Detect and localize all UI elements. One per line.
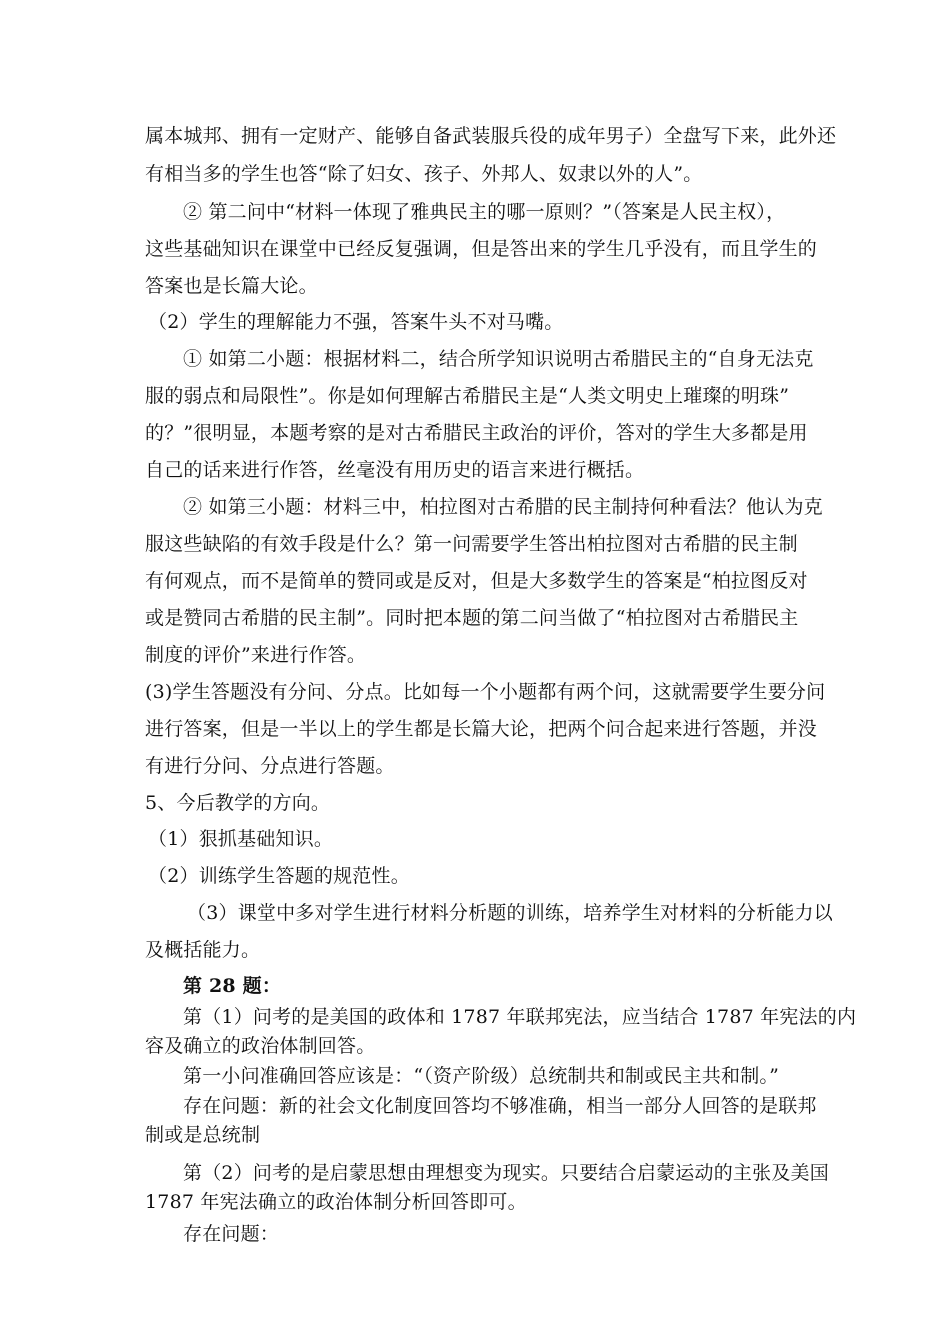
text-line: 容及确立的政治体制回答。 bbox=[145, 1035, 376, 1057]
text-line: ② 如第三小题：材料三中，柏拉图对古希腊的民主制持何种看法？他认为克 bbox=[183, 496, 823, 518]
text-line: （2）训练学生答题的规范性。 bbox=[148, 865, 410, 887]
text-line: 存在问题：新的社会文化制度回答均不够准确，相当一部分人回答的是联邦 bbox=[183, 1095, 817, 1117]
text-line: 服的弱点和局限性”。你是如何理解古希腊民主是“人类文明史上璀璨的明珠” bbox=[145, 385, 790, 407]
section-heading: 5、今后教学的方向。 bbox=[145, 792, 331, 814]
text-line: 属本城邦、拥有一定财产、能够自备武装服兵役的成年男子）全盘写下来，此外还 bbox=[145, 125, 837, 147]
text-line: 进行答案，但是一半以上的学生都是长篇大论，把两个问合起来进行答题，并没 bbox=[145, 718, 818, 740]
text-line: (3)学生答题没有分问、分点。比如每一个小题都有两个问，这就需要学生要分问 bbox=[145, 681, 826, 703]
text-line: 制或是总统制 bbox=[145, 1124, 261, 1146]
text-line: 这些基础知识在课堂中已经反复强调，但是答出来的学生几乎没有，而且学生的 bbox=[145, 238, 818, 260]
text-line: ② 第二问中“材料一体现了雅典民主的哪一原则？”（答案是人民主权）， bbox=[183, 201, 786, 223]
text-line: 存在问题： bbox=[183, 1223, 280, 1245]
text-line: 有何观点，而不是简单的赞同或是反对，但是大多数学生的答案是“柏拉图反对 bbox=[145, 570, 808, 592]
text-line: 1787 年宪法确立的政治体制分析回答即可。 bbox=[145, 1191, 527, 1213]
text-line: 第（1）问考的是美国的政体和 1787 年联邦宪法，应当结合 1787 年宪法的内 bbox=[183, 1006, 857, 1028]
text-line: 自己的话来进行作答，丝毫没有用历史的语言来进行概括。 bbox=[145, 459, 645, 481]
question-heading: 第 28 题： bbox=[183, 975, 282, 997]
text-line: 的？”很明显，本题考察的是对古希腊民主政治的评价，答对的学生大多都是用 bbox=[145, 422, 808, 444]
text-line: ① 如第二小题：根据材料二，结合所学知识说明古希腊民主的“自身无法克 bbox=[183, 348, 814, 370]
text-line: 第一小问准确回答应该是：“（资产阶级）总统制共和制或民主共和制。” bbox=[183, 1065, 780, 1087]
text-line: 及概括能力。 bbox=[145, 939, 261, 961]
text-line: 或是赞同古希腊的民主制”。同时把本题的第二问当做了“柏拉图对古希腊民主 bbox=[145, 607, 799, 629]
text-line: （2）学生的理解能力不强，答案牛头不对马嘴。 bbox=[148, 311, 564, 333]
text-line: 制度的评价”来进行作答。 bbox=[145, 644, 367, 666]
text-line: 服这些缺陷的有效手段是什么？第一问需要学生答出柏拉图对古希腊的民主制 bbox=[145, 533, 798, 555]
text-line: （3）课堂中多对学生进行材料分析题的训练，培养学生对材料的分析能力以 bbox=[187, 902, 833, 924]
text-line: 有相当多的学生也答“除了妇女、孩子、外邦人、奴隶以外的人”。 bbox=[145, 163, 703, 185]
text-line: （1）狠抓基础知识。 bbox=[148, 828, 334, 850]
text-line: 第（2）问考的是启蒙思想由理想变为现实。只要结合启蒙运动的主张及美国 bbox=[183, 1162, 829, 1184]
text-line: 有进行分问、分点进行答题。 bbox=[145, 755, 395, 777]
text-line: 答案也是长篇大论。 bbox=[145, 275, 318, 297]
